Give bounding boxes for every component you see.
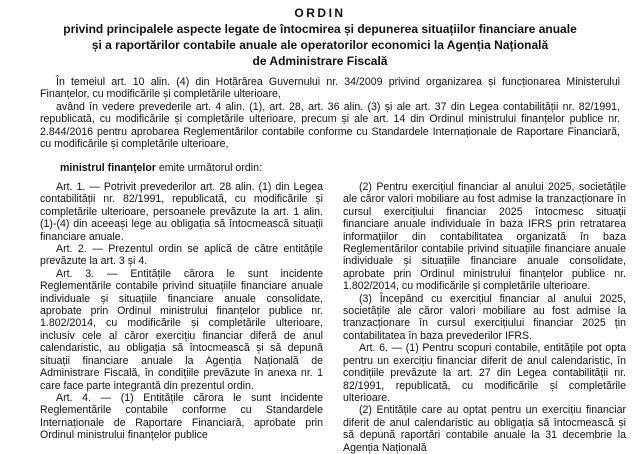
articles-body xyxy=(40,181,626,454)
article-paragraph: (2) Entitățile care au optat pentru un exercițiu financiar diferit de anul calendaristic au obligația să întocmească și să depună raportări contabile anuale la 31 decembrie la Agenția Națională xyxy=(343,404,626,454)
issuing-text: emite următorul ordin: xyxy=(155,162,262,174)
document-subtitle xyxy=(0,21,640,69)
document-title: ORDIN xyxy=(294,6,346,20)
subtitle-line: de Administrare Fiscală xyxy=(252,54,388,68)
issuing-clause xyxy=(60,162,262,175)
document-header xyxy=(0,0,640,69)
article-paragraph: (2) Pentru exercițiul financiar al anului 2025, societățile ale căror valori mobiliare au fost admise la tranzacționare în cursul exercițiului financiar 2025 întocmesc situații financiare anuale individuale în baza IFRS prin retratarea informațiilor din contabilitatea organizată în baza Reglementărilor contabile privind situațiile financiare anuale individuale și situațiile financiare anuale consolidate, aprobate prin Ordinul ministrului finanțelor publice nr. 1.802/2014, cu modificările și completările ulterioare. xyxy=(343,181,626,293)
subtitle-line: privind principalele aspecte legate de întocmirea și depunerea situațiilor financiare anuale xyxy=(63,22,577,36)
article-paragraph: (3) Începând cu exercițiul financiar al anului 2025, societățile ale căror valori mobiliare au fost admise la tranzacționare în cursul exercițiului financiar 2025 țin contabilitatea în baza prevederilor IFRS. xyxy=(343,292,626,342)
preamble-legal-basis: În temeiul art. 10 alin. (4) din Hotărârea Guvernului nr. 34/2009 privind organizarea și funcționarea Ministerului Finanțelor, cu modificările și completările ulterioare, xyxy=(40,76,620,101)
subtitle-line: și a raportărilor contabile anuale ale operatorilor economici la Agenția Națională xyxy=(91,38,549,52)
article-paragraph: Art. 2. — Prezentul ordin se aplică de către entitățile prevăzute la art. 3 și 4. xyxy=(40,243,323,268)
preamble xyxy=(40,76,620,150)
article-paragraph: Art. 6. — (1) Pentru scopuri contabile, entitățile pot opta pentru un exercițiu financiar diferit de anul calendaristic, în condițiile prevăzute la art. 27 din Legea contabilității nr. 82/1991, republicată, cu modificările și completările ulterioare. xyxy=(343,342,626,404)
right-column xyxy=(343,181,626,454)
article-paragraph: Art. 3. — Entitățile cărora le sunt incidente Reglementările contabile privind situațiile financiare anuale individuale și situațiile financiare anuale consolidate, aprobate prin Ordinul ministrului finanțelor publice nr. 1.802/2014, cu modificările și completările ulterioare, inclusiv cele al căror exercițiu financiar diferă de anul calendaristic, au obligația să întocmească și să depună situații financiare anuale la Agenția Națională de Administrare Fiscală, în condițiile prevăzute în anexa nr. 1 care face parte integrantă din prezentul ordin. xyxy=(40,267,323,392)
preamble-considering: având în vedere prevederile art. 4 alin. (1), art. 28, art. 36 alin. (3) și ale art. 37 din Legea contabilității nr. 82/1991, republicată, cu modificările și completările ulterioare, precum și ale art. 14 din Ordinul ministrului finanțelor publice nr. 2.844/2016 pentru aprobarea Reglementărilor contabile conforme cu Standardele Internaționale de Raportare Financiară, cu modificările și completările ulterioare, xyxy=(40,100,620,151)
left-column xyxy=(40,181,323,454)
article-paragraph: Art. 1. — Potrivit prevederilor art. 28 alin. (1) din Legea contabilității nr. 82/1991, republicată, cu modificările și completările ulterioare, persoanele prevăzute la art. 1 alin. (1)-(4) din aceeași lege au obligația să întocmească situații financiare anuale. xyxy=(40,181,323,243)
article-paragraph: Art. 4. — (1) Entitățile cărora le sunt incidente Reglementările contabile conforme cu Standardele Internaționale de Raportare Financiară, aprobate prin Ordinul ministrului finanțelor publice xyxy=(40,391,323,442)
issuer-name: ministrul finanțelor xyxy=(60,162,156,174)
